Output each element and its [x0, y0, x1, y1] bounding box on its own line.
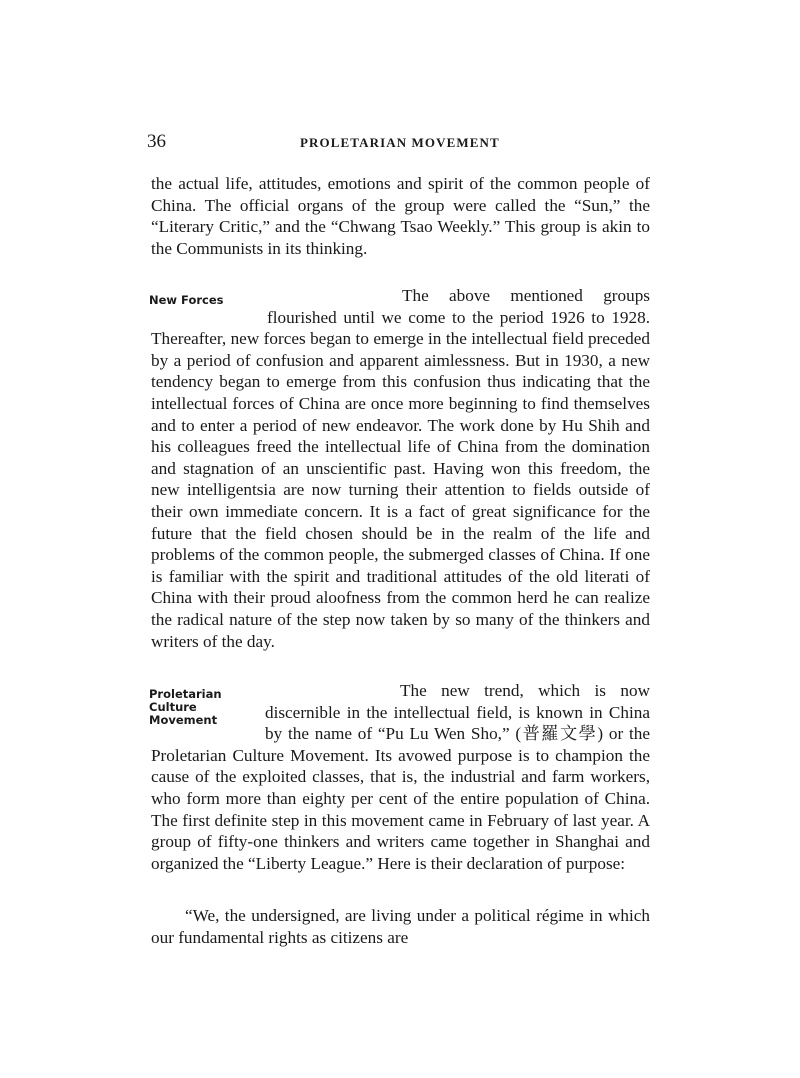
- page-number: 36: [147, 131, 166, 152]
- paragraph-4-quote: “We, the undersigned, are living under a political régime in which our fundamental rights as citizens are: [151, 906, 650, 947]
- body-text-block-2: [151, 285, 650, 652]
- body-text-block-4: [151, 905, 650, 948]
- margin-note-proletarian-culture: Proletarian Culture Movement: [149, 687, 222, 727]
- body-text-block-1: [151, 173, 650, 259]
- paragraph-3: The new trend, which is now discernible in the intellectual field, is known in China by the name of “Pu Lu Wen Sho,” (普羅文學) or the Proletarian Culture Movement. Its avowed purpose is to champion the cause of the exploited classes, that is, the industrial and farm workers, who form more than eighty per cent of the entire population of China. The first definite step in this movement came in February of last year. A group of fifty-one thinkers and writers came together in Shanghai and organized the “Liberty League.” Here is their declaration of purpose:: [151, 681, 650, 873]
- running-head: PROLETARIAN MOVEMENT: [300, 135, 500, 150]
- paragraph-1: the actual life, attitudes, emotions and spirit of the common people of China. The official organs of the group were called the “Sun,” the “Literary Critic,” and the “Chwang Tsao Weekly.” This group is akin to the Communists in its thinking.: [151, 174, 650, 258]
- body-text-block-3: [151, 680, 650, 874]
- margin-note-new-forces: New Forces: [149, 293, 224, 307]
- paragraph-2: The above mentioned groups flourished until we come to the period 1926 to 1928. Thereafter, new forces began to emerge in the intellectual field preceded by a period of confusion and apparent aimlessness. But in 1930, a new tendency began to emerge from this confusion thus indicating that the intellectual forces of China are once more beginning to find themselves and to enter a period of new endeavor. The work done by Hu Shih and his colleagues freed the intellectual life of China from the domination and stagnation of an unscientific past. Having won this freedom, the new intelligentsia are now turning their attention to fields outside of their own immediate concern. It is a fact of great significance for the future that the field chosen should be in the realm of the life and problems of the common people, the submerged classes of China. If one is familiar with the spirit and traditional attitudes of the old literati of China with their proud aloofness from the common herd he can realize the radical nature of the step now taken by so many of the thinkers and writers of the day.: [151, 286, 650, 651]
